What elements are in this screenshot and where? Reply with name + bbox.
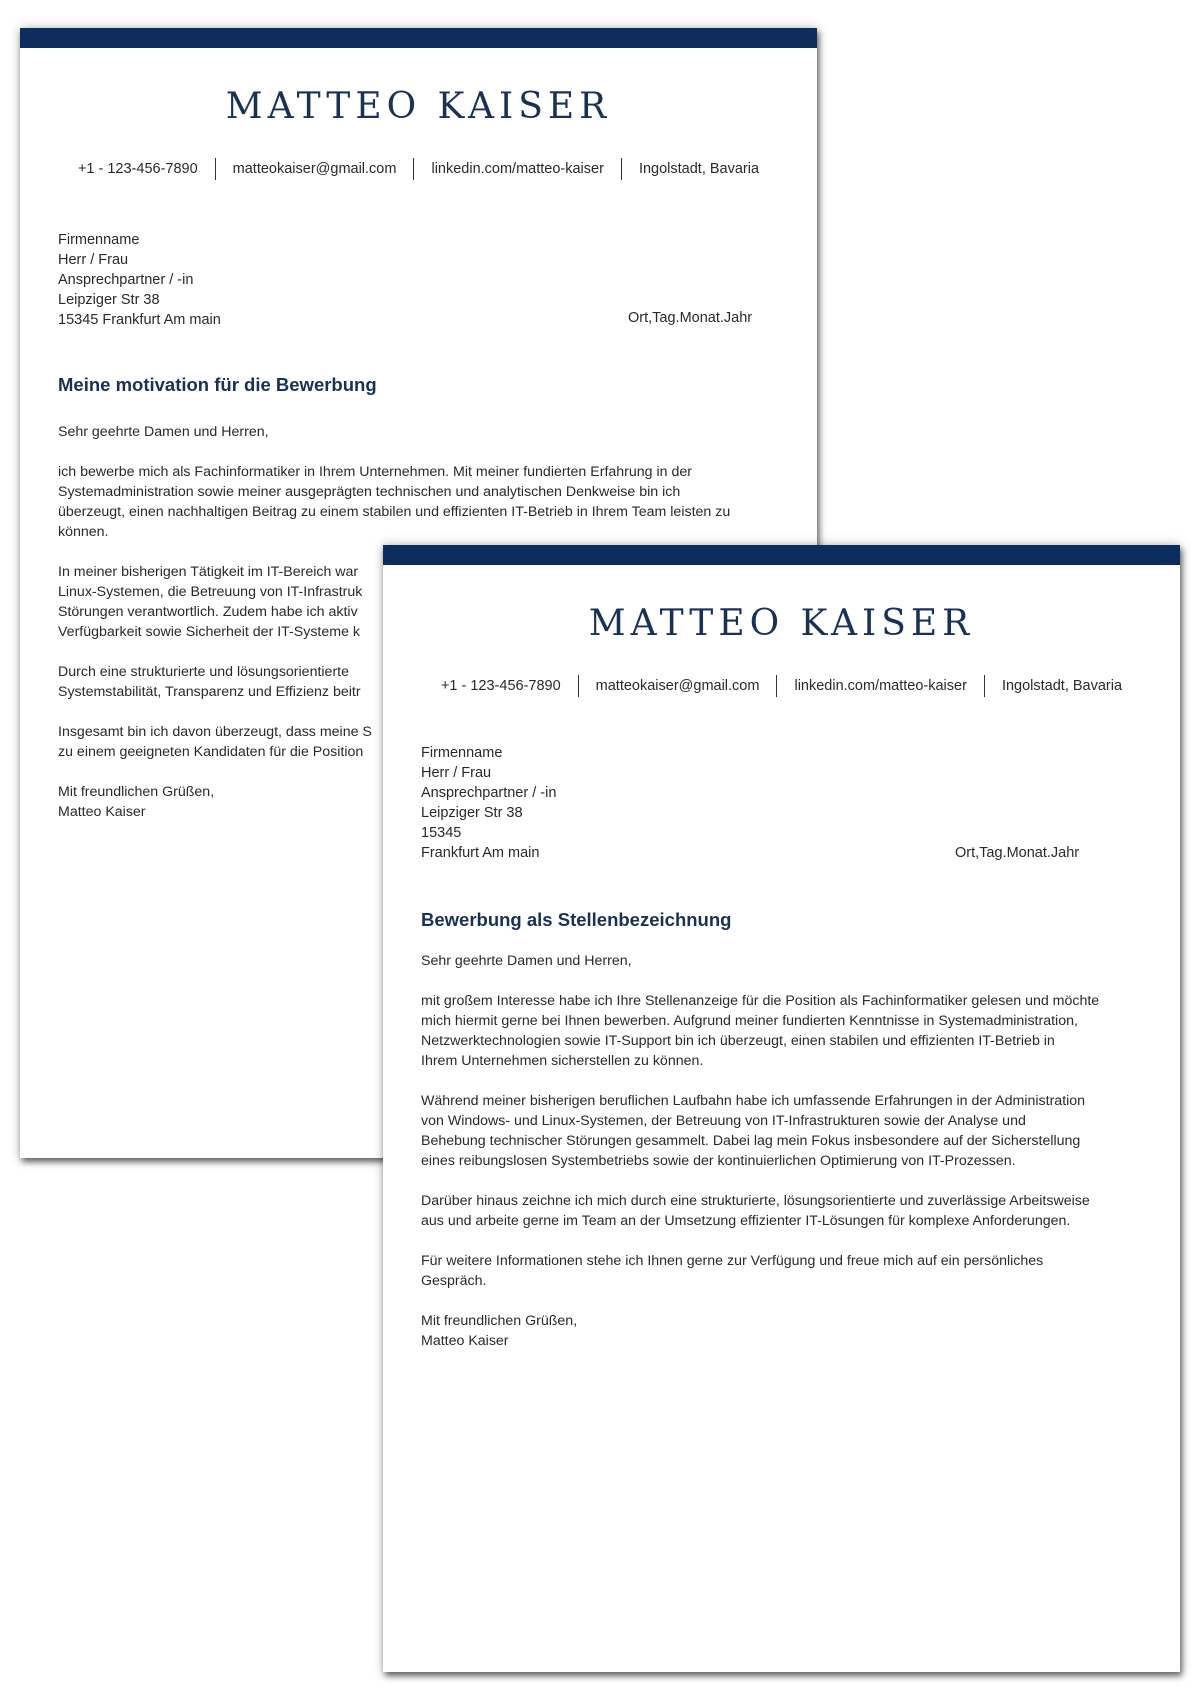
divider — [413, 158, 414, 180]
recipient-line: Frankfurt Am main — [421, 845, 540, 861]
recipient-line: Herr / Frau — [58, 252, 129, 268]
letter-date: Ort,Tag.Monat.Jahr — [628, 310, 753, 326]
divider — [621, 158, 622, 180]
contact-phone: +1 - 123-456-7890 — [77, 161, 198, 177]
paragraph — [421, 1251, 1161, 1291]
text-line: Behebung technischer Störungen gesammelt. Dabei lag mein Fokus insbesondere auf der Sicherstellung — [421, 1133, 1081, 1149]
contact-location: Ingolstadt, Bavaria — [638, 161, 760, 177]
header-bar — [383, 545, 1180, 565]
signature-name: Matteo Kaiser — [421, 1333, 509, 1349]
contact-linkedin: linkedin.com/matteo-kaiser — [794, 678, 967, 694]
recipient-address — [421, 743, 556, 863]
divider — [215, 158, 216, 180]
text-line: Durch eine strukturierte und lösungsorientierte — [58, 664, 349, 680]
recipient-line: Firmenname — [421, 745, 503, 761]
text-line: In meiner bisherigen Tätigkeit im IT-Bereich war — [58, 564, 359, 580]
letter-subject: Bewerbung als Stellenbezeichnung — [421, 909, 732, 930]
salutation: Sehr geehrte Damen und Herren, — [421, 953, 632, 969]
text-line: können. — [58, 524, 109, 540]
paragraph — [421, 991, 1161, 1071]
recipient-address — [58, 230, 221, 330]
recipient-line: Firmenname — [58, 232, 140, 248]
text-line: überzeugt, einen nachhaltigen Beitrag zu einem stabilen und effizienten IT-Betrieb in Ihrem Team leisten zu — [58, 504, 731, 520]
text-line: Störungen verantwortlich. Zudem habe ich aktiv — [58, 604, 358, 620]
text-line: Für weitere Informationen stehe ich Ihnen gerne zur Verfügung und freue mich auf ein persönliches — [421, 1253, 1044, 1269]
text-line: Gespräch. — [421, 1273, 487, 1289]
letter-subject: Meine motivation für die Bewerbung — [58, 374, 377, 395]
text-line: Während meiner bisherigen beruflichen Laufbahn habe ich umfassende Erfahrungen in der Administration — [421, 1093, 1086, 1109]
header-bar — [20, 28, 817, 48]
recipient-line: Leipziger Str 38 — [421, 805, 523, 821]
recipient-line: Herr / Frau — [421, 765, 492, 781]
text-line: Verfügbarkeit sowie Sicherheit der IT-Systeme k — [58, 624, 361, 640]
closing-greeting: Mit freundlichen Grüßen, — [421, 1313, 578, 1329]
applicant-name: MATTEO KAISER — [225, 86, 612, 127]
text-line: Ihrem Unternehmen sicherstellen zu können. — [421, 1053, 704, 1069]
contact-location: Ingolstadt, Bavaria — [1001, 678, 1123, 694]
closing — [421, 1311, 1161, 1351]
paragraph — [421, 1191, 1161, 1231]
recipient-line: 15345 Frankfurt Am main — [58, 312, 221, 328]
text-line: Linux-Systemen, die Betreuung von IT-Infrastruk — [58, 584, 363, 600]
cover-letter-page-front — [383, 545, 1180, 1672]
paragraph — [58, 462, 817, 542]
recipient-line: Ansprechpartner / -in — [58, 272, 194, 288]
divider — [578, 675, 579, 697]
text-line: zu einem geeigneten Kandidaten für die Position — [58, 744, 364, 760]
text-line: Systemadministration sowie meiner ausgeprägten technischen und analytischen Denkweise bin ich — [58, 484, 681, 500]
text-line: mich hiermit gerne bei Ihnen bewerben. Aufgrund meiner fundierten Kenntnisse in Systemadministration, — [421, 1013, 1078, 1029]
text-line: eines reibungslosen Systembetriebs sowie der kontinuierlichen Optimierung von IT-Prozessen. — [421, 1153, 1016, 1169]
recipient-line: Ansprechpartner / -in — [421, 785, 557, 801]
text-line: Insgesamt bin ich davon überzeugt, dass meine S — [58, 724, 372, 740]
text-line: Systemstabilität, Transparenz und Effizienz beitr — [58, 684, 361, 700]
divider — [776, 675, 777, 697]
contact-phone: +1 - 123-456-7890 — [440, 678, 561, 694]
text-line: Darüber hinaus zeichne ich mich durch eine strukturierte, lösungsorientierte und zuverlässige Arbeitsweise — [421, 1193, 1090, 1209]
contact-email: matteokaiser@gmail.com — [595, 678, 760, 694]
recipient-line: 15345 — [421, 825, 462, 841]
text-line: Netzwerktechnologien sowie IT-Support bin ich überzeugt, einen stabilen und effizienten IT-Betrieb in — [421, 1033, 1055, 1049]
letter-date: Ort,Tag.Monat.Jahr — [955, 845, 1080, 861]
letter-body — [421, 951, 1161, 1371]
contact-linkedin: linkedin.com/matteo-kaiser — [431, 161, 604, 177]
text-line: aus und arbeite gerne im Team an der Umsetzung effizienter IT-Lösungen für komplexe Anforderungen. — [421, 1213, 1071, 1229]
text-line: von Windows- und Linux-Systemen, der Betreuung von IT-Infrastrukturen sowie der Analyse und — [421, 1113, 1026, 1129]
salutation: Sehr geehrte Damen und Herren, — [58, 424, 269, 440]
recipient-line: Leipziger Str 38 — [58, 292, 160, 308]
applicant-name: MATTEO KAISER — [588, 603, 975, 644]
closing-greeting: Mit freundlichen Grüßen, — [58, 784, 215, 800]
divider — [984, 675, 985, 697]
text-line: mit großem Interesse habe ich Ihre Stellenanzeige für die Position als Fachinformatiker gelesen und möchte — [421, 993, 1100, 1009]
contact-email: matteokaiser@gmail.com — [232, 161, 397, 177]
paragraph — [421, 1091, 1161, 1171]
contact-line — [20, 158, 817, 180]
contact-line — [383, 675, 1180, 697]
text-line: ich bewerbe mich als Fachinformatiker in Ihrem Unternehmen. Mit meiner fundierten Erfahrung in der — [58, 464, 692, 480]
signature-name: Matteo Kaiser — [58, 804, 146, 820]
